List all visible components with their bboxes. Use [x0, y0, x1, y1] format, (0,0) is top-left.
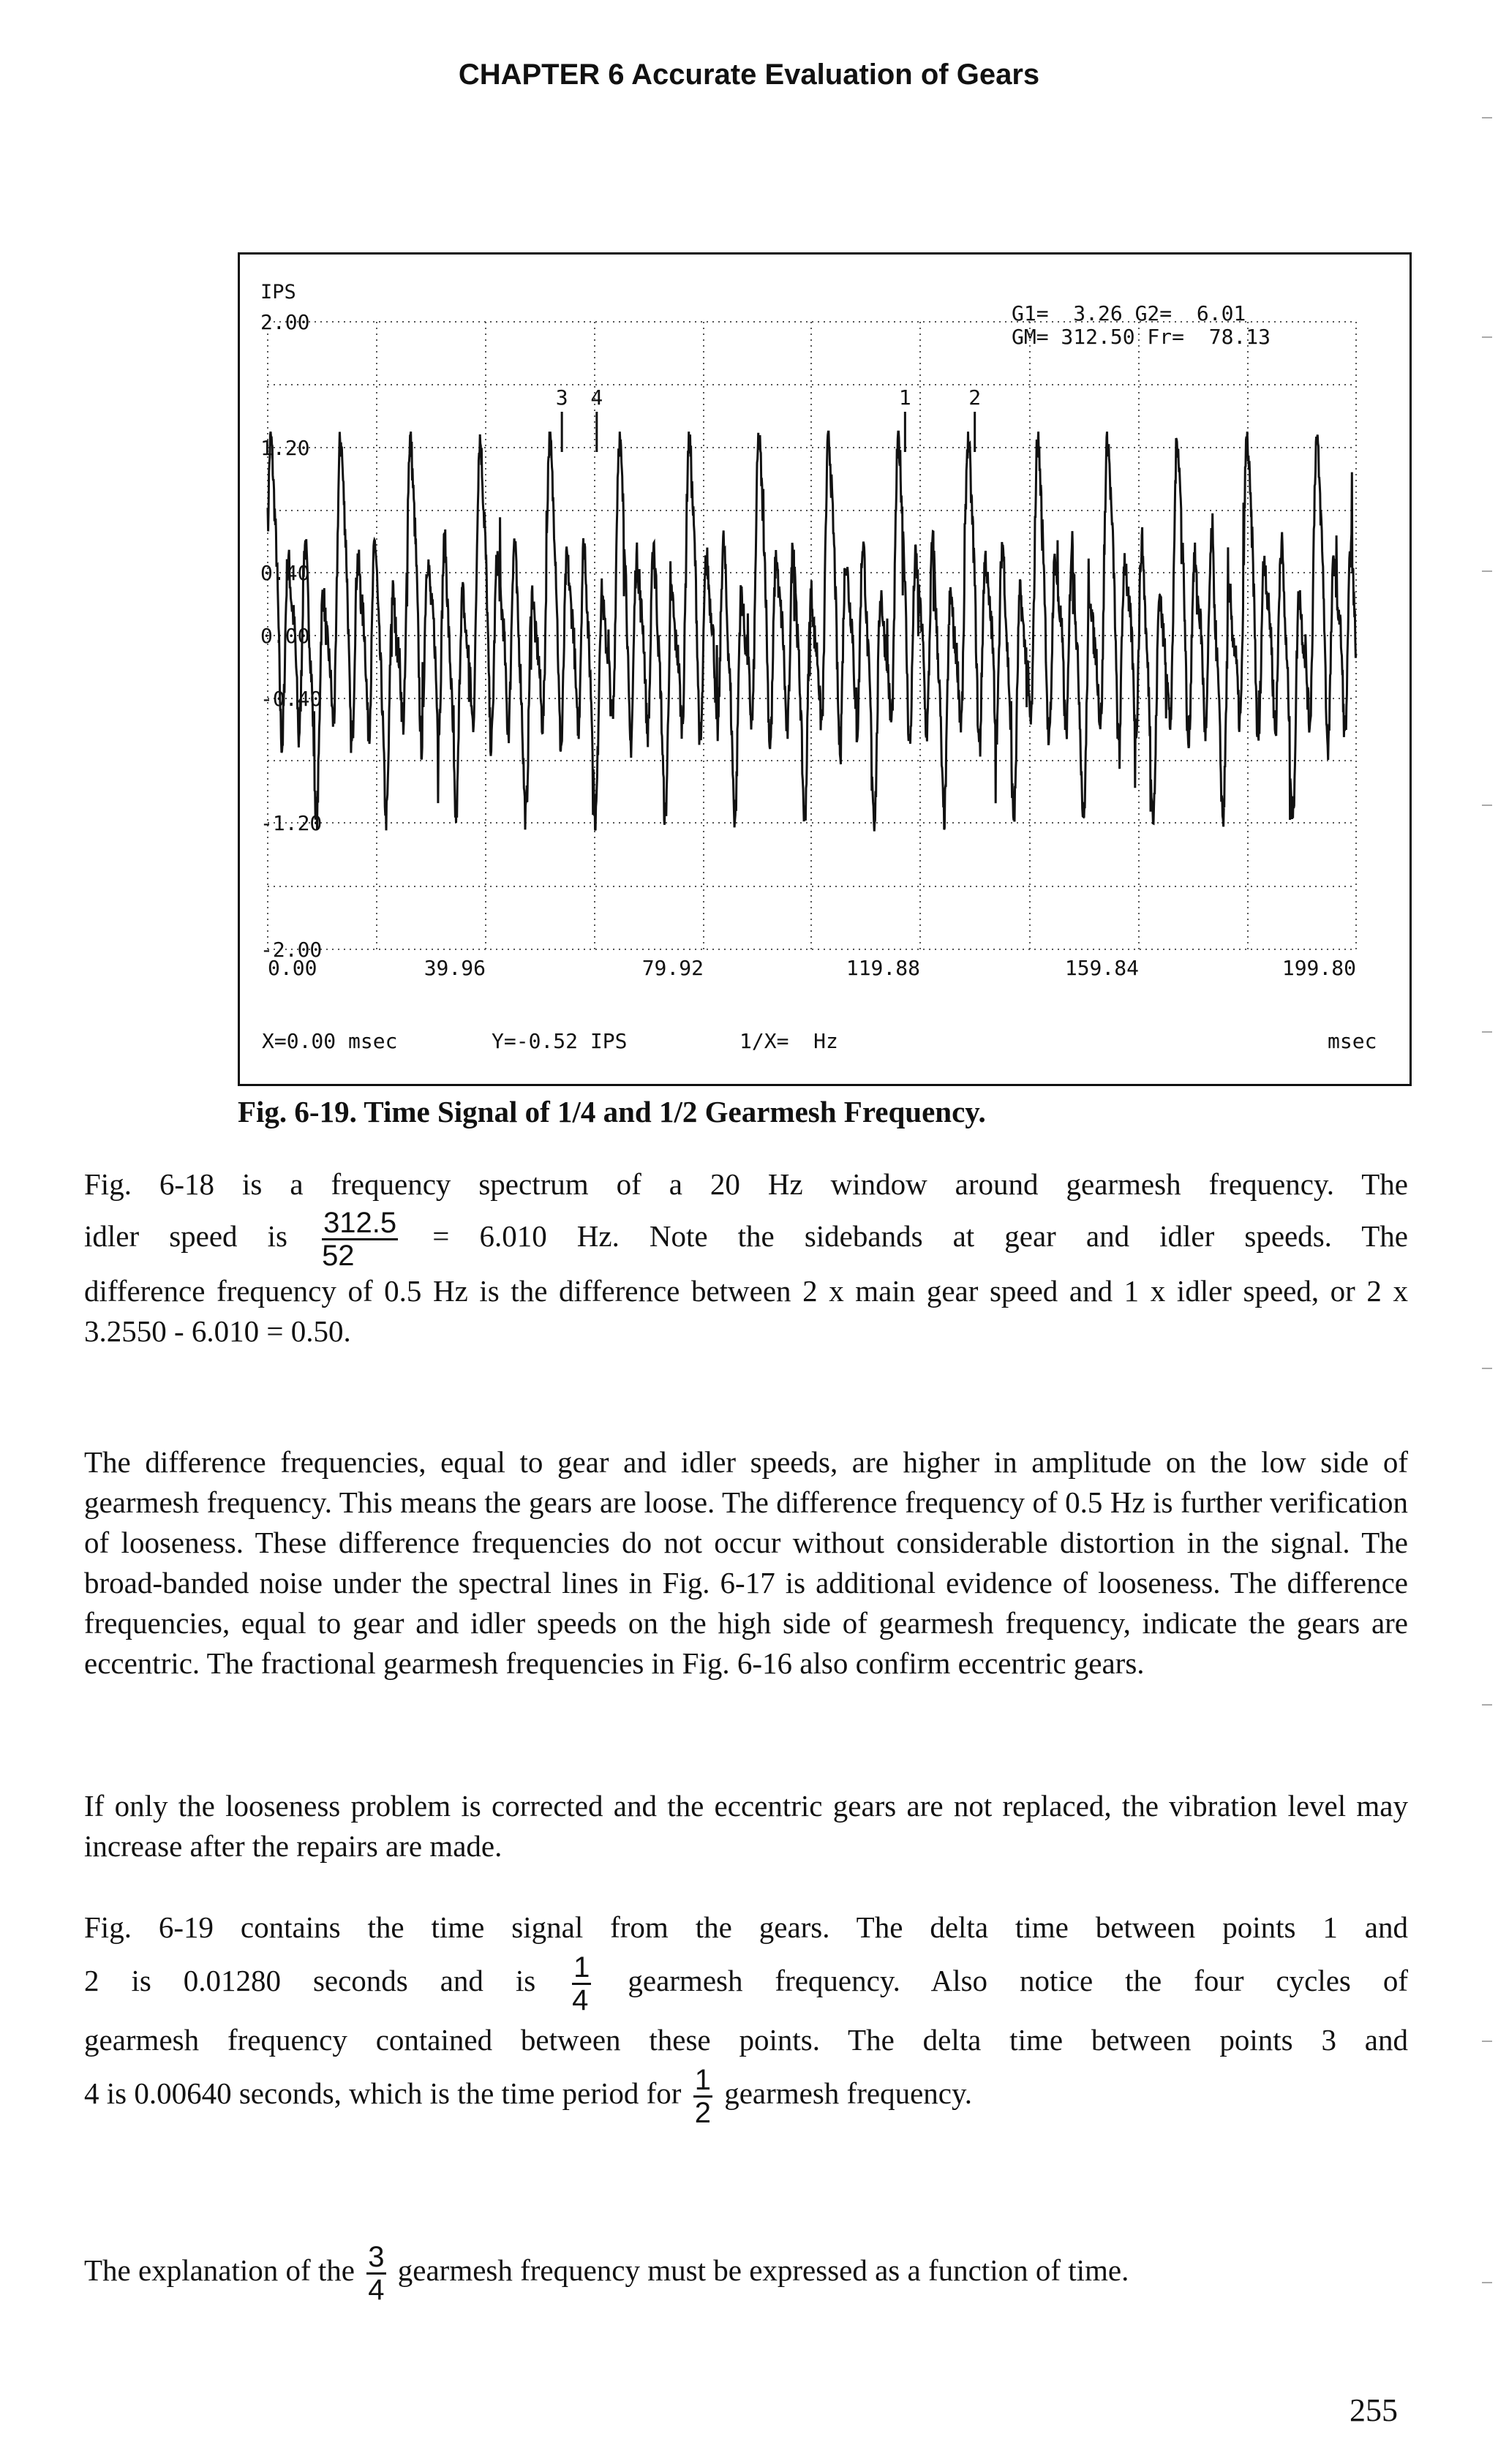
- y-tick-label: 1.20: [260, 436, 310, 460]
- paragraph-4-line-2: [84, 1952, 1408, 2016]
- fraction-denominator: 2: [694, 2097, 711, 2129]
- x-tick-label: 79.92: [641, 956, 704, 980]
- fraction-numerator: 1: [694, 2064, 711, 2096]
- paragraph-1: [84, 1164, 1408, 1352]
- margin-tick: [1482, 1031, 1492, 1033]
- y-axis-title: IPS: [260, 281, 296, 304]
- paragraph-2: The difference frequencies, equal to gear and idler speeds, are higher in amplitude on the low side of gearmesh frequency. This means the gears are loose. The difference frequency of 0.5 Hz is further verification of looseness. These difference frequencies do not occur without considerable distortion in the signal. The broad-banded noise under the spectral lines in Fig. 6-17 is additional evidence of looseness. The difference frequencies, equal to gear and idler speeds on the high side of gearmesh frequency, indicate the gears are eccentric. The fractional gearmesh frequencies in Fig. 6-16 also confirm eccentric gears.: [84, 1445, 1408, 1680]
- paragraph-3: If only the looseness problem is corrected and the eccentric gears are not replaced, the vibration level may increase after the repairs are made.: [84, 1789, 1408, 1863]
- margin-tick: [1482, 336, 1492, 338]
- y-tick-label: 0.00: [260, 624, 310, 648]
- marker-label-2: 2: [968, 385, 982, 410]
- fraction-numerator: 1: [573, 1951, 590, 1983]
- paragraph-5-line: [84, 2242, 1408, 2305]
- page-number: 255: [1350, 2392, 1398, 2428]
- paragraph-4-line-3: gearmesh frequency contained between these points. The delta time between points 3 and: [84, 2023, 1408, 2057]
- marker-label-3: 3: [555, 385, 568, 410]
- x-axis-labels: [268, 956, 1356, 980]
- paragraph-1-line-1: Fig. 6-18 is a frequency spectrum of a 20 Hz window around gearmesh frequency. The: [84, 1167, 1408, 1201]
- x-tick-label: 119.88: [846, 956, 920, 980]
- fraction-numerator: 3: [368, 2241, 385, 2273]
- margin-tick: [1482, 1368, 1492, 1369]
- margin-tick: [1482, 117, 1492, 118]
- x-tick-label: 39.96: [424, 956, 486, 980]
- paragraph-4-pre-text: 2 is 0.01280 seconds and is: [84, 1963, 536, 1997]
- y-tick-label: -0.40: [260, 687, 323, 711]
- footer-y-readout: Y=-0.52 IPS: [492, 1029, 628, 1053]
- fraction-denominator: 4: [572, 1984, 589, 2016]
- fraction-three-quarters: [366, 2242, 385, 2305]
- margin-tick: [1482, 2282, 1492, 2283]
- y-tick-label: 0.40: [260, 561, 310, 585]
- paragraph-1-post-text: = 6.010 Hz. Note the sidebands at gear and idler speeds. The: [432, 1218, 1408, 1253]
- paragraph-4: [84, 1907, 1408, 2128]
- figure-6-19: [238, 252, 1412, 1086]
- y-tick-label: 2.00: [260, 310, 310, 334]
- paragraph-4-line-4-pre: 4 is 0.00640 seconds, which is the time period for: [84, 2076, 682, 2110]
- marker-label-4: 4: [590, 385, 603, 410]
- margin-tick: [1482, 570, 1492, 572]
- time-signal-chart: [240, 255, 1409, 1084]
- paragraph-5: [84, 2242, 1408, 2305]
- footer-inv-readout: 1/X= Hz: [739, 1029, 838, 1053]
- y-axis-labels: [260, 310, 322, 962]
- paragraph-1-line-2: [84, 1207, 1408, 1271]
- x-tick-label: 159.84: [1064, 956, 1139, 980]
- paragraph-5-pre: The explanation of the: [84, 2253, 355, 2287]
- footer-x-readout: X=0.00 msec: [262, 1029, 398, 1053]
- margin-tick: [1482, 805, 1492, 806]
- marker-label-1: 1: [898, 385, 911, 410]
- chapter-header: CHAPTER 6 Accurate Evaluation of Gears: [458, 59, 1040, 91]
- readout-g1: G1= 3.26 G2= 6.01: [1012, 301, 1246, 325]
- fraction-312-5-over-52: [322, 1207, 398, 1271]
- paragraph-4-post-text: gearmesh frequency. Also notice the four cycles of: [628, 1963, 1408, 1997]
- x-tick-label: 199.80: [1281, 956, 1356, 980]
- paragraph-4-line-4: [84, 2065, 1408, 2128]
- readout-gm: GM= 312.50 Fr= 78.13: [1012, 325, 1271, 349]
- y-tick-label: -2.00: [260, 938, 323, 962]
- paragraph-4-line-4-post: gearmesh frequency.: [724, 2076, 973, 2110]
- fraction-numerator: 312.5: [323, 1207, 397, 1239]
- margin-tick: [1482, 2041, 1492, 2042]
- fraction-one-half: [693, 2065, 712, 2128]
- fraction-one-quarter: [572, 1952, 591, 2016]
- fraction-denominator: 4: [368, 2274, 385, 2306]
- figure-caption: Fig. 6-19. Time Signal of 1/4 and 1/2 Gearmesh Frequency.: [238, 1095, 986, 1129]
- footer-unit: msec: [1328, 1029, 1377, 1053]
- paragraph-4-line-1: Fig. 6-19 contains the time signal from the gears. The delta time between points 1 and: [84, 1910, 1408, 1944]
- paragraph-1-line-3: difference frequency of 0.5 Hz is the difference between 2 x main gear speed and 1 x idler speed, or 2 x 3.2550 - 6.010 = 0.50.: [84, 1274, 1408, 1348]
- paragraph-5-post: gearmesh frequency must be expressed as a function of time.: [397, 2253, 1129, 2287]
- fraction-denominator: 52: [322, 1240, 355, 1272]
- x-tick-label: 0.00: [268, 956, 317, 980]
- margin-tick: [1482, 1704, 1492, 1706]
- y-tick-label: -1.20: [260, 811, 323, 835]
- paragraph-1-pre-text: idler speed is: [84, 1218, 287, 1253]
